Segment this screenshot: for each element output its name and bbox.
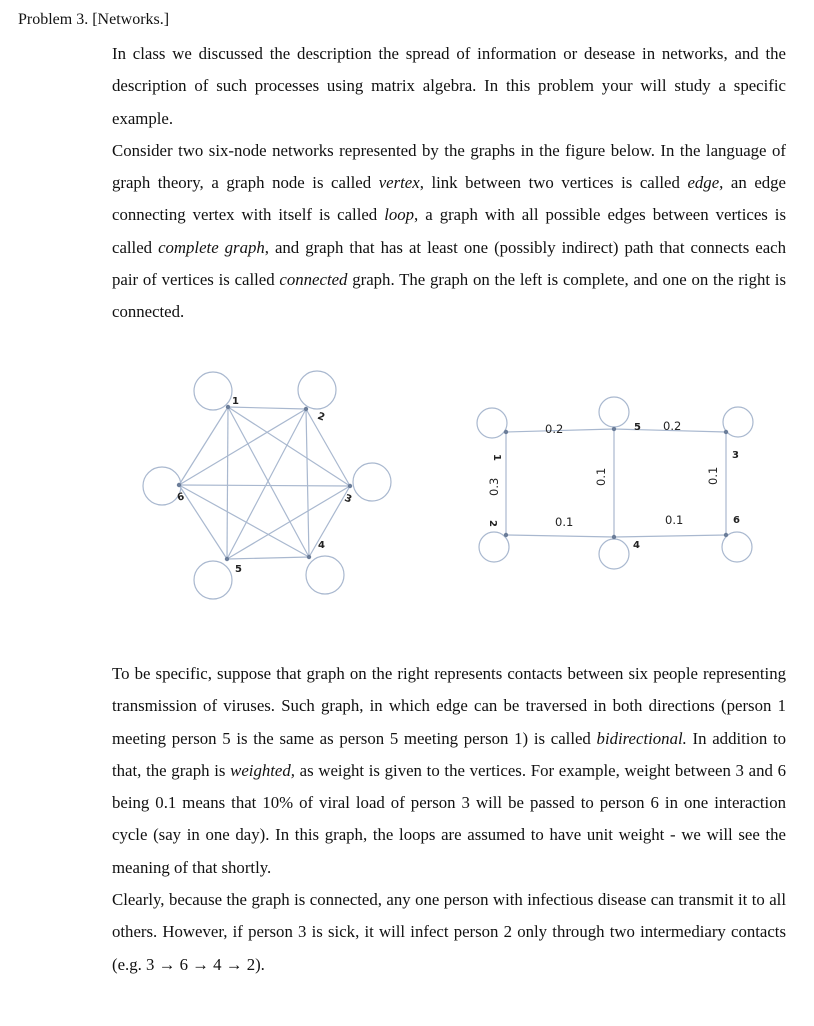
right-label-3: 3 bbox=[732, 450, 739, 461]
left-node-1 bbox=[226, 405, 230, 409]
right-label-4: 4 bbox=[633, 540, 640, 551]
intro-paragraph-2 bbox=[112, 135, 786, 329]
complete-graph-nodes bbox=[177, 405, 352, 561]
left-loop-6 bbox=[143, 467, 181, 505]
left-edge-1-6 bbox=[179, 407, 228, 485]
intro-paragraph-1: In class we discussed the description the spread of information or desease in networks, and the description of such processes using matrix algebra. In this problem your will study a specific example. bbox=[112, 44, 786, 128]
left-loop-2 bbox=[298, 371, 336, 409]
outro-p3-part-a: To be specific, suppose that graph on the right represents contacts between six people representing transmission of viruses. Such graph, in which edge can be traversed in both directions (person 1 meeting person 5 is the same as person 5 meeting person 1) is called bbox=[112, 664, 786, 748]
right-edge-2-4 bbox=[506, 535, 614, 537]
problem-topic: [Networks.] bbox=[92, 11, 170, 28]
left-node-2 bbox=[304, 407, 308, 411]
left-edge-3-6 bbox=[179, 485, 350, 486]
left-node-6 bbox=[177, 483, 181, 487]
left-label-1: 1 bbox=[232, 396, 239, 407]
right-node-1 bbox=[504, 430, 508, 434]
intro-p2-part-f: graph. The graph on the left is complete, and one on the right is connected. bbox=[112, 270, 786, 322]
left-label-5: 5 bbox=[235, 564, 242, 575]
intro-p2-part-c: , an edge connecting vertex with itself is called bbox=[112, 173, 786, 225]
left-edge-3-4 bbox=[309, 486, 350, 557]
left-node-5 bbox=[225, 557, 229, 561]
left-loop-4 bbox=[306, 556, 344, 594]
intro-p2-part-b: , link between two vertices is called bbox=[419, 173, 688, 193]
outro-p3-part-c: as weight is given to the vertices. For example, weight between 3 and 6 being 0.1 means that 10% of viral load of person 3 will be passed to person 6 in one interaction cycle (say in one day). In this graph, the loops are assumed to have unit weight - we will see the meaning of that shortly. bbox=[112, 760, 786, 877]
intro-p2-part-d: , a graph with all possible edges between vertices is called bbox=[112, 205, 786, 257]
left-loop-1 bbox=[194, 372, 232, 410]
right-node-5 bbox=[612, 427, 616, 431]
right-label-2: 2 bbox=[487, 520, 498, 527]
left-label-6: 6 bbox=[176, 491, 186, 504]
left-edge-2-6 bbox=[179, 409, 306, 485]
connected-graph-nodes bbox=[504, 427, 728, 539]
left-node-4 bbox=[307, 555, 311, 559]
outro-text bbox=[112, 658, 786, 981]
term-weighted: weighted, bbox=[230, 760, 295, 780]
left-edge-2-3 bbox=[306, 409, 350, 486]
right-node-2 bbox=[504, 533, 508, 537]
right-loop-5 bbox=[599, 397, 629, 427]
left-label-2: 2 bbox=[315, 410, 327, 424]
right-node-6 bbox=[724, 533, 728, 537]
graphs-figure bbox=[0, 360, 814, 610]
left-loop-5 bbox=[194, 561, 232, 599]
right-node-3 bbox=[724, 430, 728, 434]
intro-p2-part-a: Consider two six-node networks represented by the graphs in the figure below. In the language of graph theory, a graph node is called bbox=[112, 140, 786, 193]
term-complete-graph: complete graph bbox=[158, 237, 265, 257]
term-connected: connected bbox=[279, 270, 348, 290]
left-edge-1-2 bbox=[228, 407, 306, 409]
right-node-4 bbox=[612, 535, 616, 539]
term-loop: loop bbox=[384, 205, 415, 225]
term-bidirectional: bidirectional. bbox=[596, 728, 687, 748]
right-loop-1 bbox=[477, 408, 507, 438]
intro-p2-part-e: , and graph that has at least one (possibly indirect) path that connects each pair of vertices is called bbox=[112, 237, 786, 290]
term-edge: edge bbox=[687, 173, 720, 193]
right-edge-4-6 bbox=[614, 535, 726, 537]
connected-graph-weights bbox=[487, 419, 720, 529]
left-edge-1-5 bbox=[227, 407, 228, 559]
weight-1-2: 0.3 bbox=[487, 477, 501, 496]
right-label-6: 6 bbox=[733, 515, 740, 526]
left-node-3 bbox=[348, 484, 352, 488]
problem-heading bbox=[18, 8, 169, 32]
term-vertex: vertex bbox=[378, 173, 420, 193]
weight-5-4: 0.1 bbox=[594, 467, 608, 486]
weight-4-6: 0.1 bbox=[665, 513, 684, 527]
left-edge-4-5 bbox=[227, 557, 309, 559]
weight-5-3: 0.2 bbox=[663, 419, 682, 433]
weight-1-5: 0.2 bbox=[545, 422, 564, 436]
left-label-4: 4 bbox=[318, 540, 325, 551]
weight-3-6: 0.1 bbox=[706, 466, 720, 485]
left-loop-3 bbox=[353, 463, 391, 501]
outro-paragraph-1 bbox=[112, 658, 786, 884]
left-edge-2-4 bbox=[306, 409, 309, 557]
right-label-1: 1 bbox=[491, 454, 502, 461]
problem-label: Problem 3. bbox=[18, 11, 89, 28]
right-label-5: 5 bbox=[634, 422, 641, 433]
outro-p3-part-b: In addition to that, the graph is bbox=[112, 728, 786, 780]
intro-text bbox=[112, 38, 786, 329]
weight-2-4: 0.1 bbox=[555, 515, 574, 529]
left-edge-3-5 bbox=[227, 486, 350, 559]
left-edge-5-6 bbox=[179, 485, 227, 559]
left-label-3: 3 bbox=[342, 492, 354, 506]
right-loop-4 bbox=[599, 539, 629, 569]
outro-paragraph-2: Clearly, because the graph is connected, any one person with infectious disease can transmit it to all others. However, if person 3 is sick, it will infect person 2 only through two intermediary contacts (e.g. 3 → 6 → 4 → 2). bbox=[112, 890, 786, 974]
